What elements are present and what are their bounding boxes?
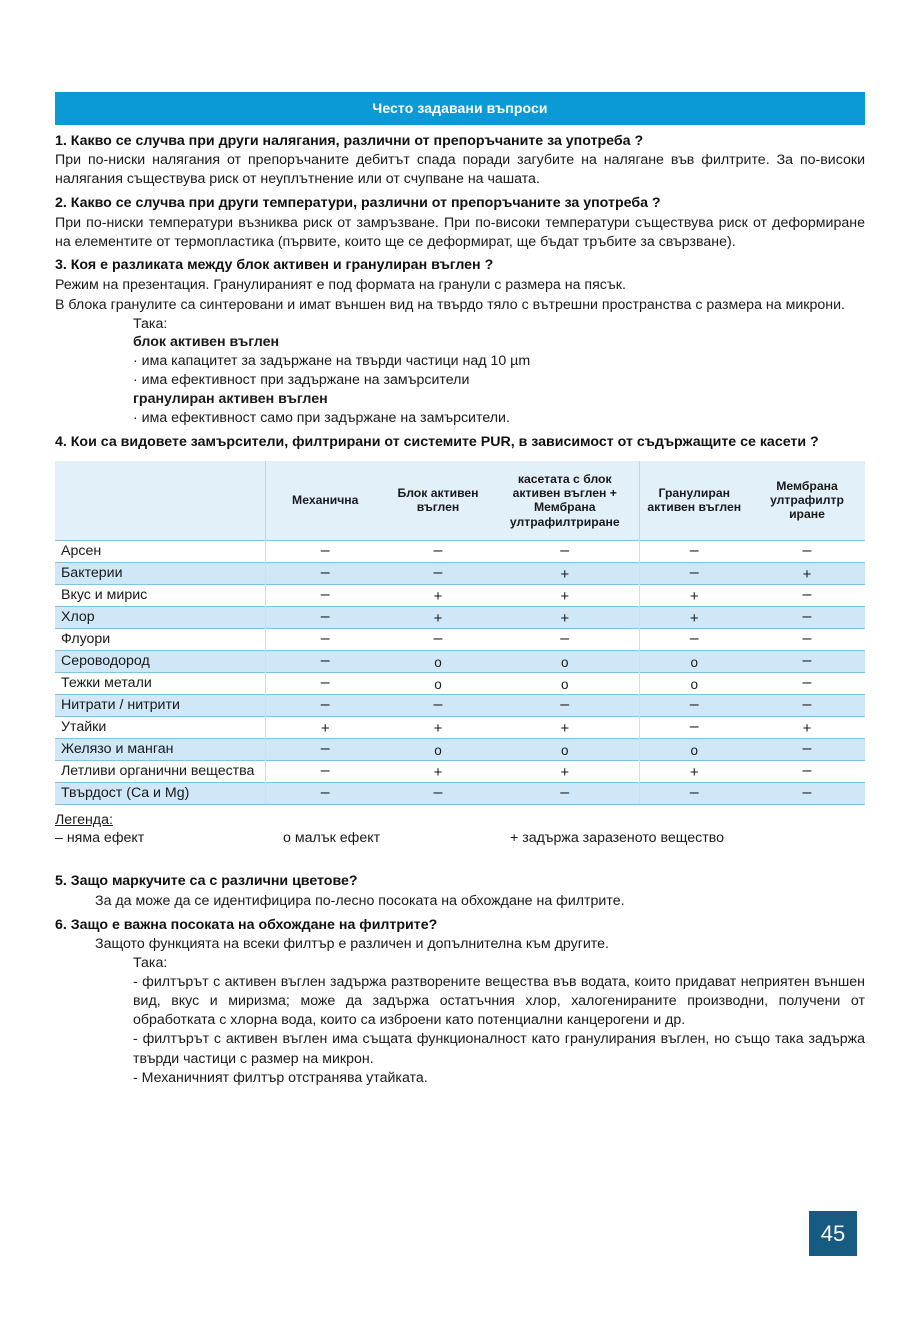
faq-banner-title: Често задавани въпроси: [55, 92, 865, 125]
table-cell: [265, 739, 385, 761]
cell-mark: –: [560, 541, 570, 559]
cell-mark: +: [689, 763, 699, 781]
cell-mark: –: [560, 629, 570, 647]
answer-6-item-1: - филтърът с активен въглен задържа разтворените вещества във водата, които придават неприятен външен вид, вкус и миризма; може да задържа остатъчния хлор, халогенираните производни, получени от обработката с хлорна вода, които са изброени като потенциални канцерогени и др.: [133, 973, 865, 1029]
contaminants-table-wrapper: [55, 461, 865, 805]
table-cell: [265, 717, 385, 739]
cell-mark: +: [433, 763, 443, 781]
page-content: [55, 92, 865, 1088]
table-cell: [265, 541, 385, 563]
table-header-mechanical: Механична: [265, 461, 385, 541]
legend-item-small-effect: o малък ефект: [283, 830, 381, 847]
cell-mark: –: [560, 783, 570, 801]
table-row: [55, 761, 865, 783]
table-cell: [749, 651, 865, 673]
table-head: [55, 461, 865, 541]
cell-mark: –: [320, 541, 330, 559]
table-cell: [385, 761, 491, 783]
answer-6: Защото функцията на всеки филтър е различен и допълнителна към другите.: [95, 936, 609, 953]
table-cell: [749, 717, 865, 739]
cell-mark: –: [802, 629, 812, 647]
table-cell: [385, 563, 491, 585]
table-cell: [491, 783, 639, 805]
answer-1: При по-ниски налягания от препоръчаните дебитът спада поради загубите на налягане във филтрите. За по-високи налягания съществува риск от неуплътнение или от счупване на чашата.: [55, 152, 865, 188]
question-3: 3. Коя е разликата между блок активен и гранулиран въглен ?: [55, 257, 494, 274]
legend-title: Легенда:: [55, 812, 113, 829]
question-6: 6. Защо е важна посоката на обхождане на филтрите?: [55, 916, 438, 933]
cell-mark: +: [560, 587, 570, 605]
legend-item-retains: + задържа заразеното вещество: [510, 830, 725, 847]
table-header-membrane-ultrafiltration: Мембрана ултрафилтр иране: [749, 461, 865, 541]
table-cell: [639, 541, 749, 563]
cell-mark: –: [560, 695, 570, 713]
table-cell: [749, 761, 865, 783]
table-cell: [265, 783, 385, 805]
table-row: [55, 563, 865, 585]
cell-mark: o: [434, 677, 442, 693]
table-cell: [749, 563, 865, 585]
table-cell: [491, 651, 639, 673]
table-cell: [385, 695, 491, 717]
table-cell: [639, 673, 749, 695]
cell-mark: o: [434, 743, 442, 759]
table-cell: [385, 739, 491, 761]
table-cell: [265, 651, 385, 673]
table-row: [55, 783, 865, 805]
table-cell: [385, 783, 491, 805]
table-cell: [749, 673, 865, 695]
cell-mark: –: [320, 739, 330, 757]
table-cell: [491, 761, 639, 783]
cell-mark: –: [802, 651, 812, 669]
table-cell: [265, 585, 385, 607]
table-cell: [385, 717, 491, 739]
table-row-label: Хлор: [55, 607, 265, 629]
cell-mark: –: [320, 783, 330, 801]
table-row-label: Желязо и манган: [55, 739, 265, 761]
table-cell: [385, 651, 491, 673]
table-cell: [749, 607, 865, 629]
cell-mark: –: [320, 651, 330, 669]
legend-row: [55, 830, 865, 850]
cell-mark: –: [320, 563, 330, 581]
table-cell: [639, 739, 749, 761]
table-header-block-carbon-membrane: касетата с блок активен въглен + Мембрана ултрафилтриране: [491, 461, 639, 541]
table-row: [55, 695, 865, 717]
answer-3-block-carbon-item-1: · има капацитет за задържане на твърди частици над 10 µm: [133, 353, 531, 370]
answer-6-item-3: - Механичният филтър отстранява утайката.: [133, 1069, 428, 1086]
table-cell: [639, 585, 749, 607]
table-cell: [265, 563, 385, 585]
table-cell: [639, 563, 749, 585]
cell-mark: –: [689, 783, 699, 801]
cell-mark: +: [320, 719, 330, 737]
table-cell: [385, 629, 491, 651]
table-cell: [265, 607, 385, 629]
table-cell: [639, 695, 749, 717]
table-cell: [491, 541, 639, 563]
table-row-label: Арсен: [55, 541, 265, 563]
cell-mark: –: [689, 541, 699, 559]
answer-3-line-2: В блока гранулите са синтеровани и имат външен вид на твърдо тяло с вътрешни пространства с размера на микрони.: [55, 296, 845, 313]
cell-mark: –: [433, 541, 443, 559]
table-row-label: Сероводород: [55, 651, 265, 673]
answer-3-line-1: Режим на презентация. Гранулираният е под формата на гранули с размера на пясък.: [55, 276, 626, 293]
table-cell: [749, 695, 865, 717]
cell-mark: +: [802, 719, 812, 737]
table-cell: [639, 761, 749, 783]
cell-mark: –: [802, 585, 812, 603]
table-cell: [491, 717, 639, 739]
table-row-label: Нитрати / нитрити: [55, 695, 265, 717]
answer-3-subtitle-granular-carbon: гранулиран активен въглен: [133, 391, 328, 408]
cell-mark: –: [802, 673, 812, 691]
legend-item-no-effect: – няма ефект: [55, 830, 145, 847]
table-cell: [749, 585, 865, 607]
cell-mark: o: [434, 655, 442, 671]
table-cell: [265, 629, 385, 651]
table-row-label: Тежки метали: [55, 673, 265, 695]
cell-mark: –: [802, 695, 812, 713]
cell-mark: +: [560, 609, 570, 627]
table-cell: [491, 695, 639, 717]
table-cell: [749, 629, 865, 651]
cell-mark: +: [433, 719, 443, 737]
table-row: [55, 541, 865, 563]
table-row: [55, 629, 865, 651]
table-cell: [639, 717, 749, 739]
table-cell: [385, 585, 491, 607]
answer-2: При по-ниски температури възниква риск от замръзване. При по-високи температури съществува риск от деформиране на елементите от термопластика (първите, които ще се деформират, ще бъдат тръбите за свързване).: [55, 214, 865, 250]
cell-mark: –: [433, 563, 443, 581]
table-row-label: Вкус и мирис: [55, 585, 265, 607]
table-row: [55, 673, 865, 695]
table-header-granular-carbon: Гранулиран активен въглен: [639, 461, 749, 541]
answer-5: За да може да се идентифицира по-лесно посоката на обхождане на филтрите.: [95, 892, 625, 909]
question-5: 5. Защо маркучите са с различни цветове?: [55, 873, 358, 890]
cell-mark: –: [689, 563, 699, 581]
cell-mark: –: [433, 783, 443, 801]
cell-mark: +: [560, 719, 570, 737]
table-header-row: [55, 461, 865, 541]
table-cell: [491, 673, 639, 695]
cell-mark: +: [433, 587, 443, 605]
question-1: 1. Какво се случва при други налягания, различни от препоръчаните за употреба ?: [55, 133, 644, 149]
table-cell: [491, 585, 639, 607]
cell-mark: –: [802, 761, 812, 779]
table-cell: [491, 629, 639, 651]
table-cell: [491, 739, 639, 761]
table-row: [55, 739, 865, 761]
cell-mark: o: [690, 677, 698, 693]
answer-3-taka: Така:: [133, 315, 168, 332]
table-cell: [265, 761, 385, 783]
answer-6-taka: Така:: [133, 954, 168, 971]
contaminants-table: [55, 461, 865, 805]
table-cell: [639, 607, 749, 629]
table-cell: [749, 739, 865, 761]
page-number-badge: 45: [809, 1211, 857, 1256]
cell-mark: –: [802, 739, 812, 757]
table-row: [55, 585, 865, 607]
question-4: 4. Кои са видовете замърсители, филтрирани от системите PUR, в зависимост от съдържащите се касети ?: [55, 433, 819, 450]
cell-mark: o: [690, 743, 698, 759]
cell-mark: –: [320, 761, 330, 779]
cell-mark: +: [433, 609, 443, 627]
table-cell: [749, 541, 865, 563]
cell-mark: –: [802, 783, 812, 801]
cell-mark: +: [560, 763, 570, 781]
table-cell: [749, 783, 865, 805]
table-row-label: Твърдост (Ca и Mg): [55, 783, 265, 805]
table-row-label: Утайки: [55, 717, 265, 739]
table-cell: [639, 651, 749, 673]
cell-mark: –: [320, 585, 330, 603]
table-row-label: Флуори: [55, 629, 265, 651]
cell-mark: –: [433, 629, 443, 647]
answer-6-item-2: - филтърът с активен въглен има същата функционалност като гранулирания въглен, но също така задържа твърди частици с размер на микрон.: [133, 1031, 865, 1067]
answer-3-subtitle-block-carbon: блок активен въглен: [133, 334, 280, 351]
cell-mark: –: [320, 673, 330, 691]
table-cell: [639, 783, 749, 805]
cell-mark: –: [689, 695, 699, 713]
cell-mark: –: [689, 629, 699, 647]
table-header-block-carbon: Блок активен въглен: [385, 461, 491, 541]
answer-3-block-carbon-item-2: · има ефективност при задържане на замърсители: [133, 372, 470, 389]
question-2: 2. Какво се случва при други температури, различни от препоръчаните за употреба ?: [55, 195, 661, 212]
cell-mark: –: [689, 717, 699, 735]
cell-mark: o: [560, 677, 569, 693]
cell-mark: o: [690, 655, 698, 671]
table-row: [55, 717, 865, 739]
cell-mark: +: [689, 609, 699, 627]
cell-mark: –: [320, 607, 330, 625]
cell-mark: +: [689, 587, 699, 605]
cell-mark: +: [802, 565, 812, 583]
cell-mark: –: [802, 607, 812, 625]
table-cell: [385, 607, 491, 629]
table-row: [55, 651, 865, 673]
cell-mark: o: [560, 743, 569, 759]
table-cell: [265, 673, 385, 695]
cell-mark: +: [560, 565, 570, 583]
table-row-label: Бактерии: [55, 563, 265, 585]
table-cell: [491, 563, 639, 585]
answer-3-granular-carbon-item-1: · има ефективност само при задържане на замърсители.: [133, 409, 510, 426]
table-cell: [491, 607, 639, 629]
cell-mark: o: [560, 655, 569, 671]
cell-mark: –: [320, 629, 330, 647]
table-row: [55, 607, 865, 629]
cell-mark: –: [802, 541, 812, 559]
cell-mark: –: [320, 695, 330, 713]
table-body: [55, 541, 865, 805]
table-cell: [385, 673, 491, 695]
table-cell: [265, 695, 385, 717]
table-cell: [639, 629, 749, 651]
table-header-corner: [55, 461, 265, 541]
table-row-label: Летливи органични вещества: [55, 761, 265, 783]
table-cell: [385, 541, 491, 563]
cell-mark: –: [433, 695, 443, 713]
